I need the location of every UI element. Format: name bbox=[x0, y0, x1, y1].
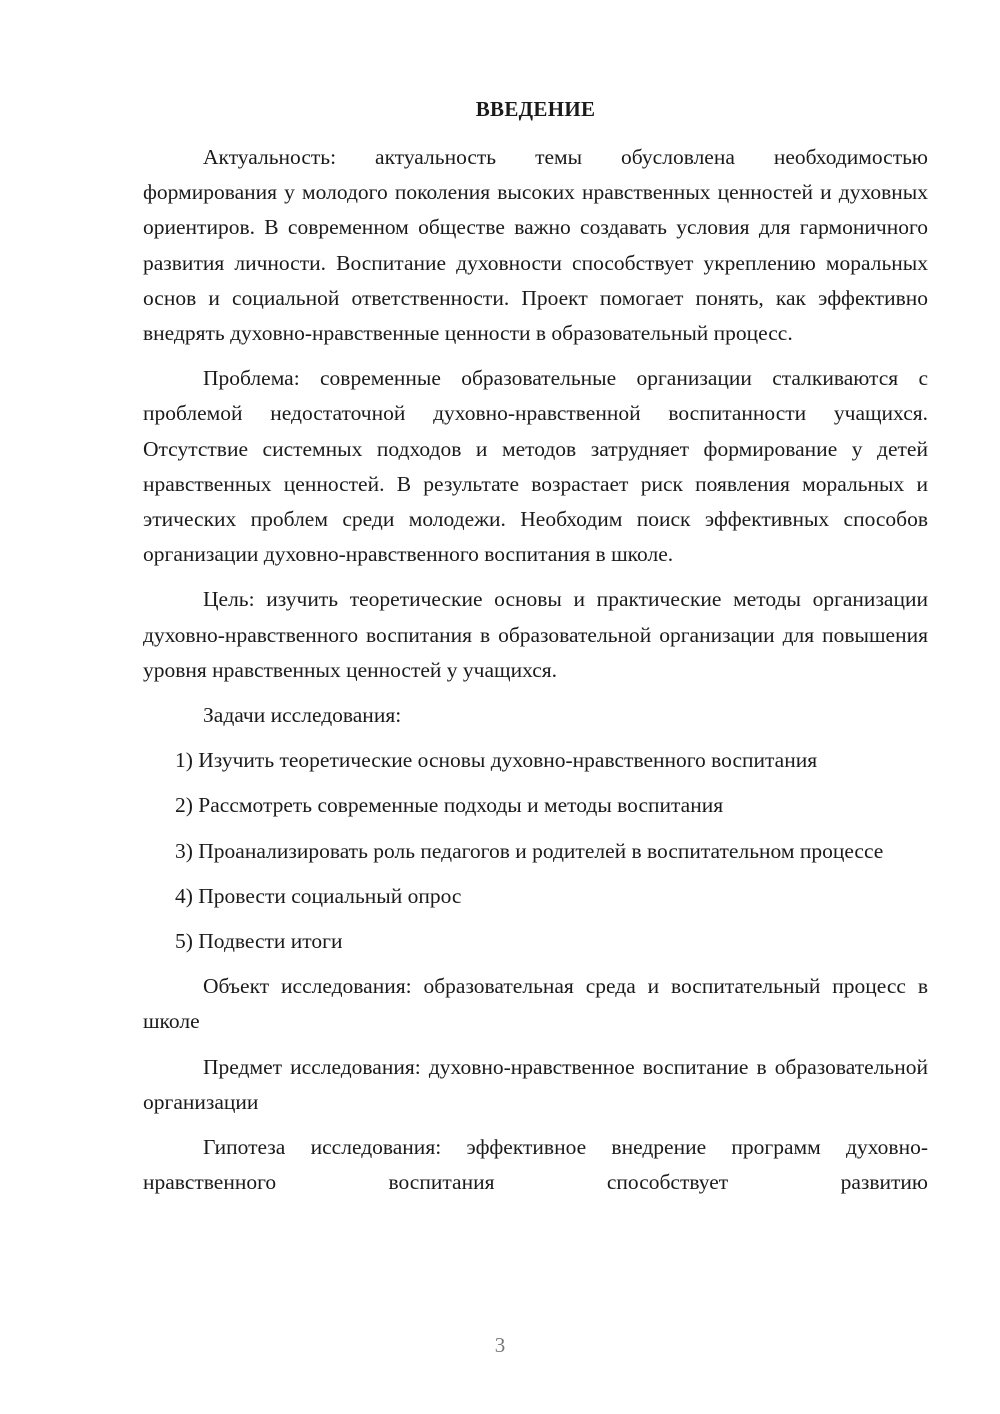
page-number: 3 bbox=[494, 1333, 506, 1357]
paragraph-subject: Предмет исследования: духовно-нравственное воспитание в образовательной организации bbox=[143, 1054, 928, 1114]
tasks-heading: Задачи исследования: bbox=[203, 703, 402, 728]
paragraph-relevance: Актуальность: актуальность темы обусловлена необходимостью формирования у молодого поколения высоких нравственных ценностей и духовных ориентиров. В современном обществе важно создавать условия для гармоничного развития личности. Воспитание духовности способствует укреплению моральных основ и социальной ответственности. Проект помогает понять, как эффективно внедрять духовно-нравственные ценности в образовательный процесс. bbox=[143, 145, 928, 346]
list-item: 3) Проанализировать роль педагогов и родителей в воспитательном процессе bbox=[175, 838, 884, 863]
paragraph-goal: Цель: изучить теоретические основы и практические методы организации духовно-нравственного воспитания в образовательной организации для повышения уровня нравственных ценностей у учащихся. bbox=[143, 587, 928, 682]
list-item: 5) Подвести итоги bbox=[175, 929, 343, 954]
document-page bbox=[143, 92, 928, 1210]
list-item: 1) Изучить теоретические основы духовно-нравственного воспитания bbox=[175, 748, 818, 773]
list-item: 4) Провести социальный опрос bbox=[175, 883, 462, 908]
paragraph-problem: Проблема: современные образовательные организации сталкиваются с проблемой недостаточной духовно-нравственной воспитанности учащихся. Отсутствие системных подходов и методов затрудняет формирование у детей нравственных ценностей. В результате возрастает риск появления моральных и этических проблем среди молодежи. Необходим поиск эффективных способов организации духовно-нравственного воспитания в школе. bbox=[143, 366, 928, 567]
page-title: ВВЕДЕНИЕ bbox=[475, 97, 596, 121]
list-item: 2) Рассмотреть современные подходы и методы воспитания bbox=[175, 793, 724, 818]
paragraph-hypothesis: Гипотеза исследования: эффективное внедрение программ духовно-нравственного воспитания способствует развитию bbox=[143, 1135, 928, 1195]
paragraph-object: Объект исследования: образовательная среда и воспитательный процесс в школе bbox=[143, 974, 928, 1034]
